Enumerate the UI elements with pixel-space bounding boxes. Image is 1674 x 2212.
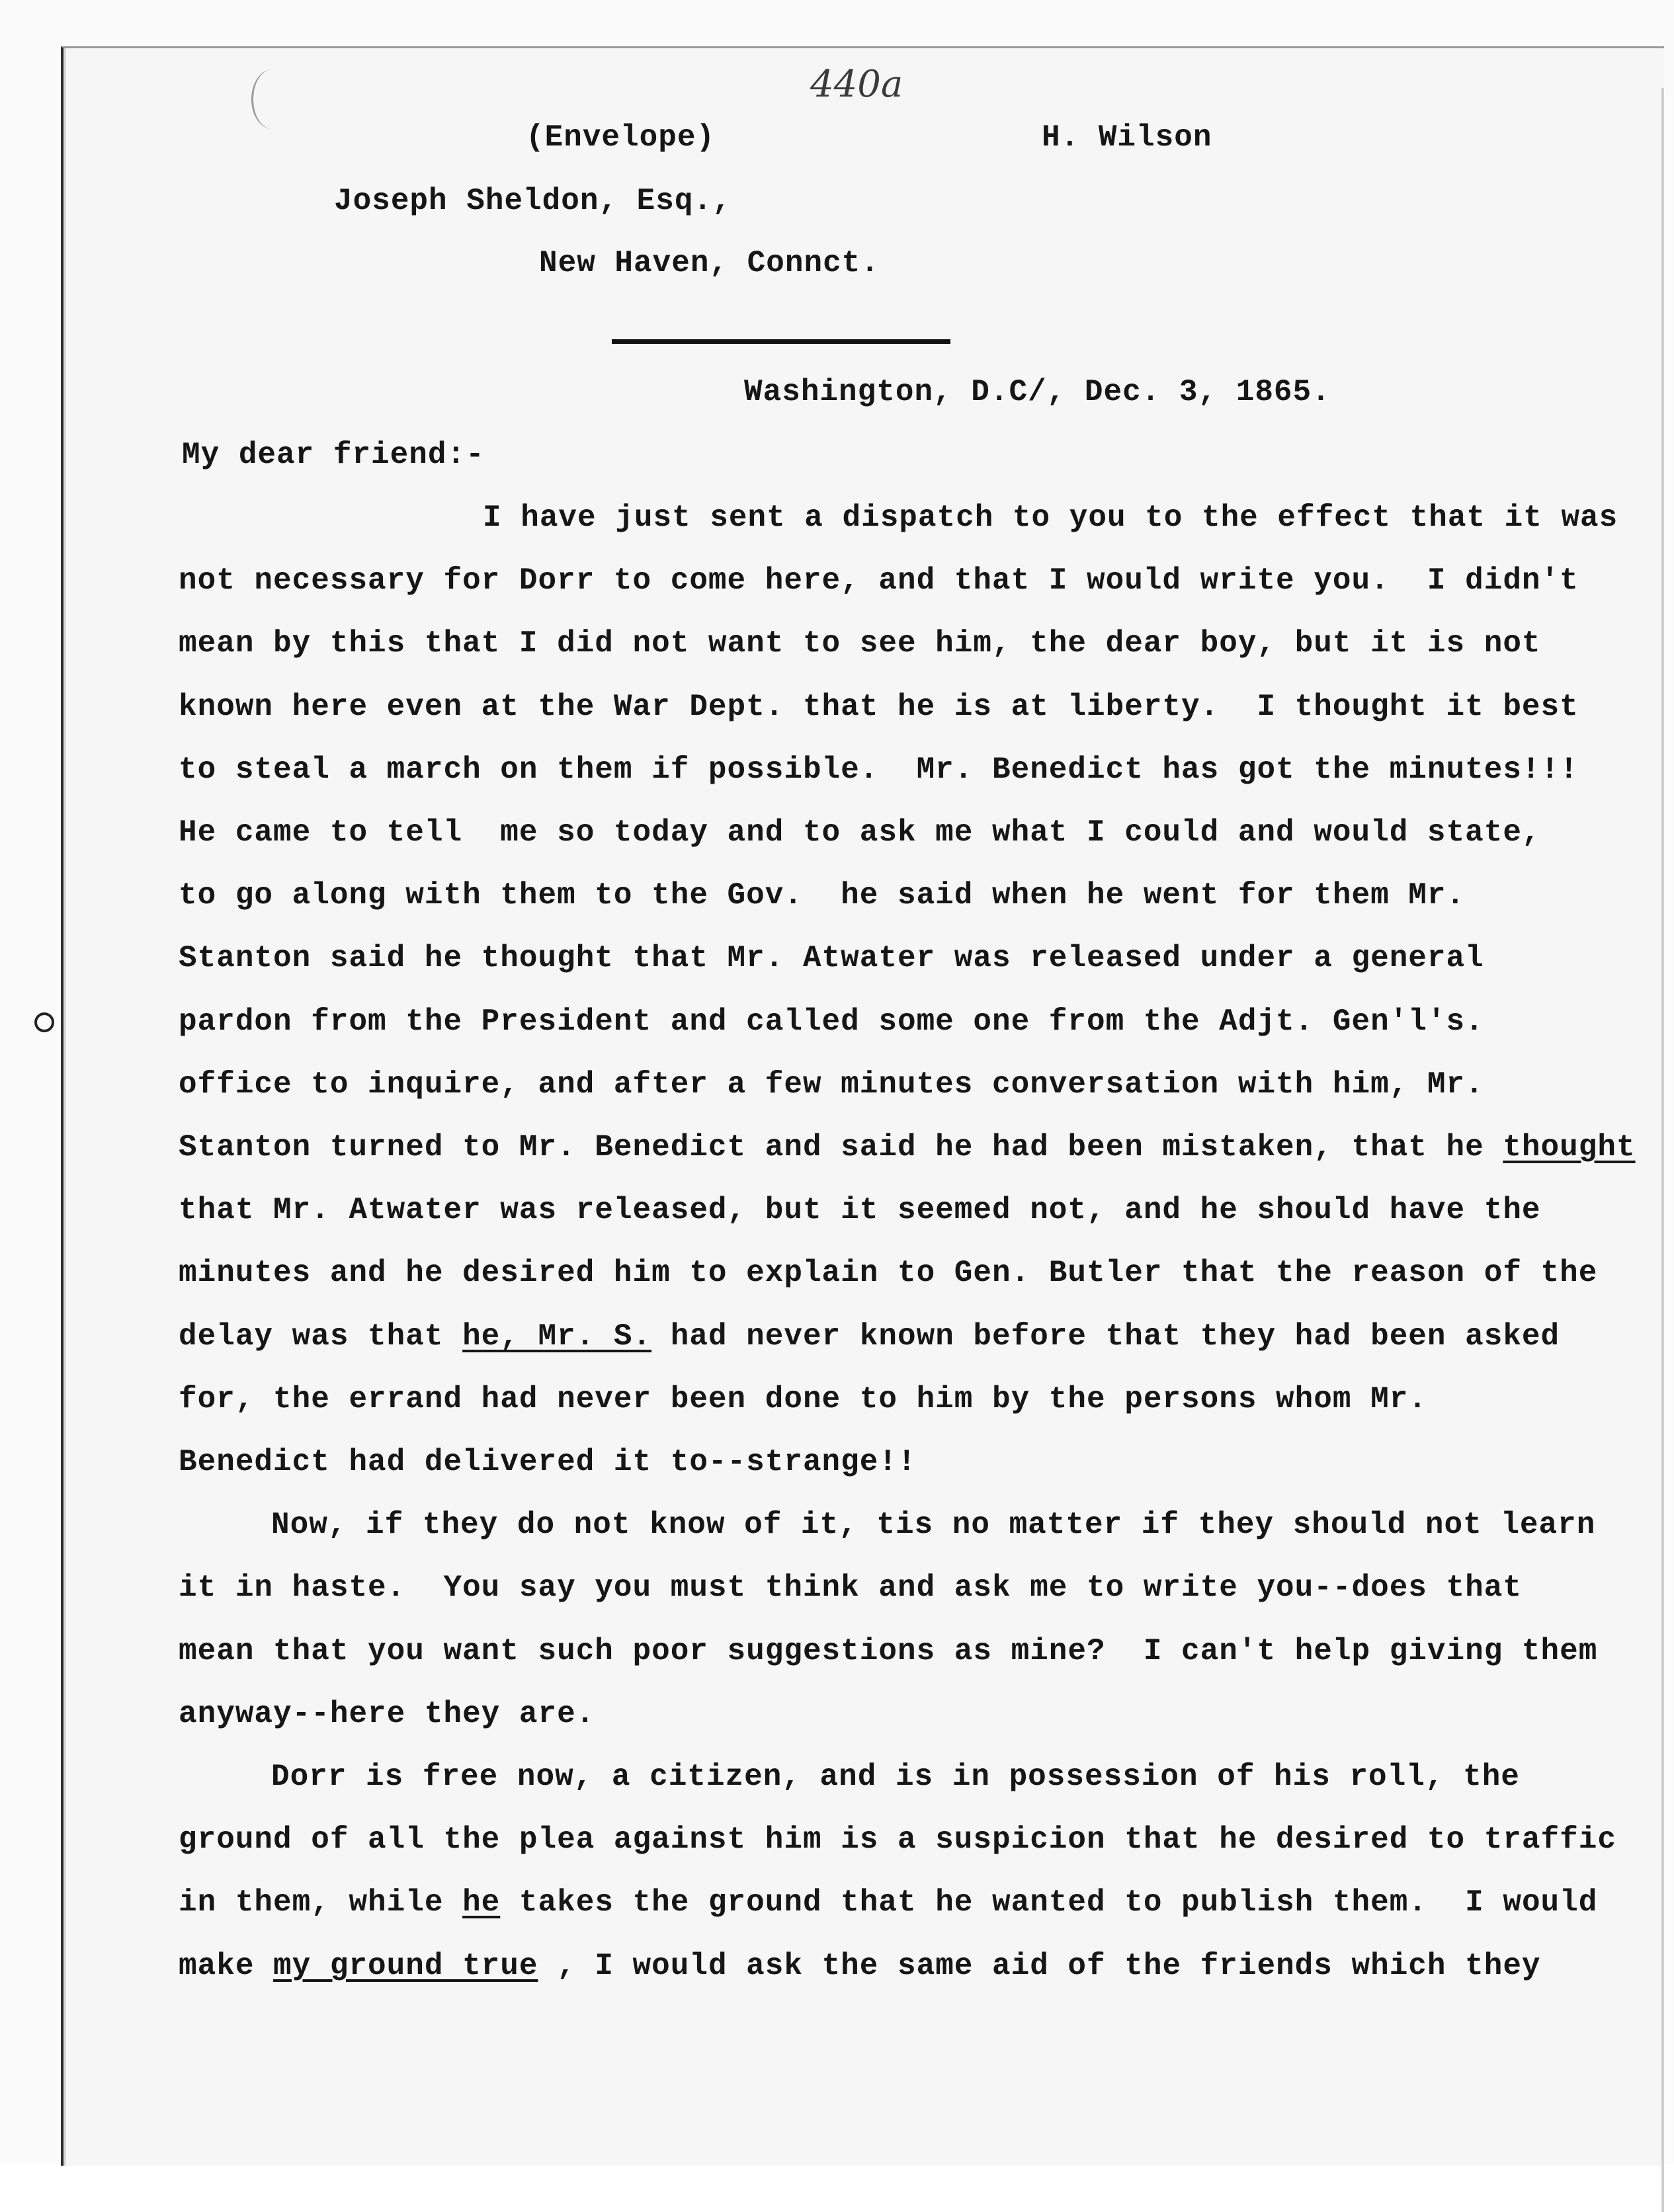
body-line <box>179 1697 595 1731</box>
address: New Haven, Connct. <box>539 246 880 280</box>
body-text: pardon from the President and called some one from the Adjt. Gen'l's. <box>179 1004 1484 1039</box>
body-line <box>179 1319 1560 1354</box>
body-line <box>179 1445 917 1479</box>
page-number-annotation: 440a <box>810 63 903 106</box>
body-line <box>271 1508 1595 1542</box>
body-line <box>179 563 1579 598</box>
body-text: to steal a march on them if possible. Mr. Benedict has got the minutes!!! <box>179 753 1579 787</box>
body-line <box>179 1885 1597 1920</box>
body-text: that Mr. Atwater was released, but it seemed not, and he should have the <box>179 1193 1541 1227</box>
body-text: ground of all the plea against him is a suspicion that he desired to traffic <box>179 1823 1616 1857</box>
body-line <box>179 1067 1484 1102</box>
body-text: Stanton said he thought that Mr. Atwater was released under a general <box>179 941 1484 975</box>
body-text: it in haste. You say you must think and ask me to write you--does that <box>179 1571 1522 1605</box>
body-text: to go along with them to the Gov. he said when he went for them Mr. <box>179 878 1466 913</box>
body-text: in them, while <box>179 1885 463 1920</box>
underlined-text: he, Mr. S. <box>462 1319 652 1354</box>
salutation: My dear friend:- <box>182 438 485 472</box>
body-text: office to inquire, and after a few minutes conversation with him, Mr. <box>179 1067 1484 1102</box>
body-line <box>179 626 1541 661</box>
body-line <box>179 1634 1597 1668</box>
sheet-edge <box>1661 88 1664 2212</box>
underlined-text: he <box>462 1885 501 1920</box>
body-text: make <box>179 1949 274 1983</box>
body-text: had never known before that they had been asked <box>651 1319 1560 1354</box>
punch-hole <box>34 1012 54 1032</box>
body-text: not necessary for Dorr to come here, and that I would write you. I didn't <box>179 563 1579 598</box>
body-text: Benedict had delivered it to--strange!! <box>179 1445 917 1479</box>
body-line <box>271 1760 1520 1794</box>
body-line <box>179 1004 1484 1039</box>
body-line <box>179 753 1579 787</box>
body-text: Dorr is free now, a citizen, and is in possession of his roll, the <box>271 1760 1520 1794</box>
body-text: mean that you want such poor suggestions as mine? I can't help giving them <box>179 1634 1598 1668</box>
body-line <box>483 501 1618 535</box>
sender-name: H. Wilson <box>1042 120 1212 155</box>
body-text: Now, if they do not know of it, tis no matter if they should not learn <box>271 1508 1596 1542</box>
body-line <box>179 1256 1597 1290</box>
dateline: Washington, D.C/, Dec. 3, 1865. <box>744 375 1331 409</box>
body-line <box>179 941 1484 975</box>
underlined-text: thought <box>1503 1130 1636 1165</box>
underlined-text: my ground true <box>273 1949 538 1983</box>
body-text: He came to tell me so today and to ask me what I could and would state, <box>179 815 1541 850</box>
body-text: Stanton turned to Mr. Benedict and said he had been mistaken, that he <box>179 1130 1503 1165</box>
body-line <box>179 1130 1636 1165</box>
body-text: anyway--here they are. <box>179 1697 595 1731</box>
body-line <box>179 1823 1616 1857</box>
body-text: minutes and he desired him to explain to Gen. Butler that the reason of the <box>179 1256 1598 1290</box>
body-line <box>179 1193 1541 1227</box>
envelope-label: (Envelope) <box>526 120 716 155</box>
addressee: Joseph Sheldon, Esq., <box>334 184 732 218</box>
divider-rule <box>612 339 950 344</box>
body-text: I have just sent a dispatch to you to the effect that it was <box>483 501 1618 535</box>
body-line <box>179 815 1541 850</box>
body-text: delay was that <box>179 1319 463 1354</box>
body-line <box>179 690 1579 724</box>
body-line <box>179 1571 1522 1605</box>
body-text: , I would ask the same aid of the friends which they <box>538 1949 1541 1983</box>
body-text: for, the errand had never been done to him by the persons whom Mr. <box>179 1382 1427 1416</box>
body-text: takes the ground that he wanted to publish them. I would <box>500 1885 1598 1920</box>
body-line <box>179 1949 1541 1983</box>
body-text: mean by this that I did not want to see him, the dear boy, but it is not <box>179 626 1541 661</box>
pencil-mark <box>251 69 293 129</box>
body-text: known here even at the War Dept. that he is at liberty. I thought it best <box>179 690 1579 724</box>
body-line <box>179 878 1465 913</box>
body-line <box>179 1382 1427 1416</box>
